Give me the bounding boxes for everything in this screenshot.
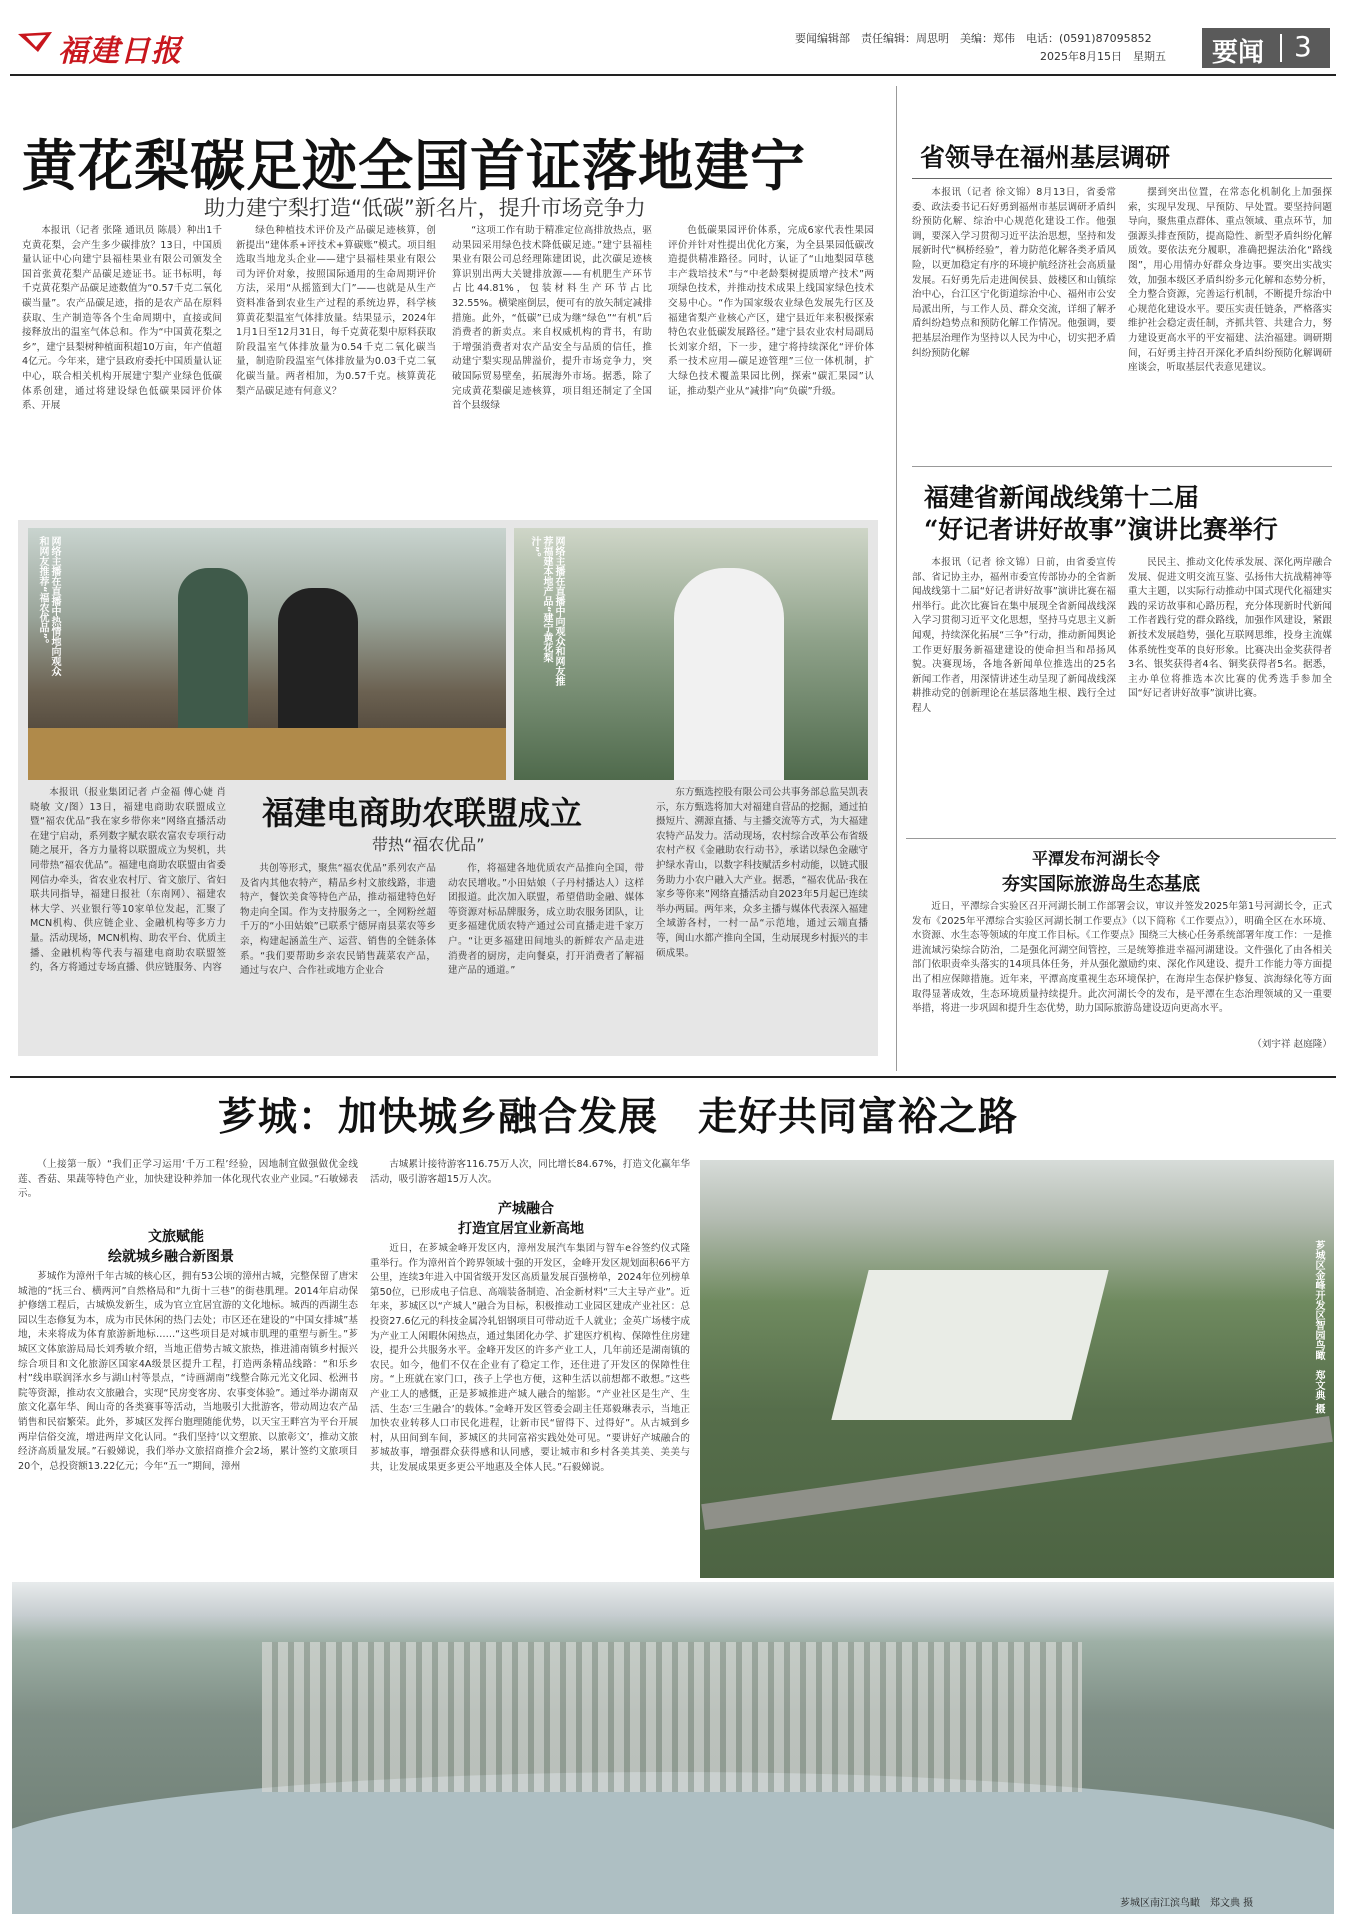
story1-col1-text: 本报讯（记者 张隆 通讯员 陈晨）种出1千克黄花梨，会产生多少碳排放？13日，中国质量认证中心向建宁县福桂果业有限公司颁发全国首张黄花梨产品碳足迹证书。证书标明，每千克黄花梨产品碳足迹数值为“0.57千克二氧化碳当量”。农产品碳足迹，指的是农产品在原料获取、生产制造等各个生命周期中，直接或间接释放出的温室气体总和。作为“中国黄花梨之乡”，建宁县梨树种植面积超10万亩，年产值超4亿元。今年来，建宁县政府委托中国质量认证中心，联合相关机构开展建宁梨产业绿色低碳体系创建，通过将建设绿色低碳果园评价体系、开展 (22, 225, 222, 412)
story6-col1-text: 芗城作为漳州千年古城的核心区，拥有53公顷的漳州古城，完整保留了唐宋城池的“抚三台、横两河”自然格局和“九街十三巷”的街巷肌理。2014年启动保护修缮工程后，古城焕发新生，成为官立宜居宜游的文化地标。城西的西湖生态园以生态修复为本，成为市民休闲的热门去处；市区还在建设的“中国女排城”基地，未来将成为体育旅游新地标……“这些项目是对城市肌理的重塑与新生。”芗城区文体旅游局局长刘秀敏介绍，当地正借势古城文旅热，推进浦南镇乡村振兴综合项目和文化旅游区国家4A级景区提升工程，打造两条精品线路：“和乐乡村”线串联润泽水乡与湖山村等景点，“诗画湖南”线整合陈元光文化园、松洲书院等资源，推动农文旅融合，实现“民房变客房、农事变体验”。通过举办湖南双旅文化嘉年华、闽山奇的各类赛事等活动，当地吸引大批游客，带动周边农产品销售和民宿繁荣。此外，芗城区发挥台胞理随能优势，以天宝王畔宫为平台开展两岸信俗交流，增进两岸文化认同。“我们坚持‘以文塑旅、以旅彰文’，推动文旅经济高质量发展。”石毅娣说，我们举办文旅招商推介会2场，累计签约文旅项目20个，总投资额13.22亿元；今年“五一”期间，漳州 (18, 1271, 358, 1472)
story1-col3-text: “这项工作有助于精准定位高排放热点，驱动果园采用绿色技术降低碳足迹。”建宁县福桂果业有限公司总经理陈建团说，此次碳足迹核算识别出两大关键排放源——有机肥生产环节占比44.81%，包装材料生产环节占比32.55%。横梁座倒层，便可有的放矢制定减排措施。此外，“低碳”已成为继“绿色”“有机”后消费者的新卖点。来自权威机构的背书，有助于增强消费者对农产品安全与品质的信任，推动建宁梨实现品牌溢价，提升市场竞争力，突破国际贸易壁垒，拓展海外市场。据悉，除了完成黄花梨碳足迹核算，项目组还制定了全国首个县级绿 (452, 225, 652, 412)
photo-road (701, 1416, 1332, 1530)
story5-subheadline: 带热“福农优品” (372, 835, 485, 854)
story2-col2 (1128, 186, 1332, 450)
story5-photo-1 (28, 528, 506, 780)
issue-date: 2025年8月15日 星期五 (1040, 50, 1166, 63)
editors-line: 要闻编辑部 责任编辑：周思明 美编：郑伟 电话：(0591)87095852 (795, 32, 1152, 45)
story4-headline-line1: 平潭发布河湖长令 (1032, 849, 1161, 868)
masthead-rule (10, 74, 1336, 76)
story6-lead-text: （上接第一版）“我们正学习运用‘千万工程’经验，因地制宜做强做优金线莲、香菇、果蔬等特色产业，加快建设种养加一体化现代农业产业园。”石敏娣表示。 (18, 1159, 358, 1200)
story6-col2a (370, 1158, 690, 1190)
story2-col1-text: 本报讯（记者 徐文锦）8月13日，省委常委、政法委书记石好勇到福州市基层调研矛盾纠纷预防化解、综治中心规范化建设工作。他强调，要深入学习贯彻习近平法治思想，坚持和发展新时代“枫桥经验”，着力防范化解各类矛盾风险，以更加稳定有序的环境护航经济社会高质量发展。石好勇先后走进闽侯县、鼓楼区和山镇综治中心，台江区宁化街道综治中心、福州市公安局派出所，与工作人员、群众交流，详细了解矛盾纠纷趋势点和预防化解工作情况。他强调，要把基层治理作为坚持以人民为中心，切实把矛盾纠纷预防化解 (912, 187, 1116, 359)
story2-headline: 省领导在福州基层调研 (920, 143, 1171, 172)
story4-body (912, 900, 1332, 1032)
story3-col1 (912, 556, 1116, 832)
photo-river (12, 1772, 1334, 1914)
story5-col3-text: 作，将福建各地优质农产品推向全国，带动农民增收。”小田姑娘（子丹村播达人）这样团报道。此次加入联盟，希望借助金融、媒体等资源对标品牌服务，成立助农服务团队，让更多福建优质农特产通过公司直播走进千家万户。“让更多福建田间地头的新鲜农产品走进消费者的厨房，走向餐桌，打开消费者了解福建产品的通道。” (448, 863, 644, 977)
story6-subhead2-line2: 打造宜居宜业新高地 (458, 1221, 584, 1237)
story3-headline-line1: 福建省新闻战线第十二届 (924, 483, 1200, 512)
story2-col2-text: 摆到突出位置，在常态化机制化上加强探索，实现早发现、早预防、早处置。要坚持问题导向，聚焦重点群体、重点领域、重点环节，加强源头排查预防，提高隐性、新型矛盾纠纷化解质效。要依法充分履职，准确把握法治化“路线图”，用心用情办好群众身边事。要突出实战实效，加强本级区矛盾纠纷多元化解和态势分析，全力整合资源，完善运行机制，不断提升综治中心规范化建设水平。要压实责任链条，严格落实维护社会稳定责任制，齐抓共管、共建合力，努力建设更高水平的平安福建、法治福建。调研期间，石好勇主持召开深化矛盾纠纷预防化解调研座谈会，听取基层代表意见建议。 (1128, 187, 1332, 374)
section-name: 要闻 (1212, 38, 1265, 68)
story1-col1 (22, 224, 222, 514)
story5-photo-1-caption: 网络主播在直播中热情地向观众和网友推荐“福农优品”。 (37, 536, 60, 676)
newspaper-logo-icon (16, 30, 54, 54)
photo-person-3 (674, 568, 784, 780)
story5-photo-2-caption: 网络主播在直播中向观众和网友推荐福建本地产品“建宁黄花梨汁”。 (529, 536, 564, 686)
masthead (0, 0, 1346, 69)
story6-photo-1 (700, 1160, 1334, 1578)
story6-photo-2-caption: 芗城区南江滨鸟瞰 郑文典 摄 (1120, 1898, 1254, 1909)
story6-photo-1-caption: 芗城区金峰开发区智园鸟瞰 郑文典 摄 (1313, 1240, 1324, 1414)
story6-top-rule (10, 1076, 1336, 1078)
story6-subhead1-line1: 文旅赋能 (148, 1229, 204, 1245)
story4-body-text: 近日，平潭综合实验区召开河湖长制工作部署会议，审议并签发2025年第1号河湖长令，正式发布《2025年平潭综合实验区河湖长制工作要点》（以下简称《工作要点》），明确全区在水环境、水资源、水生态等领域的年度工作目标。《工作要点》围绕三大核心任务系统部署年度工作：一是推进流域污染综合防治，二是强化河湖空间管控，三是统筹推进幸福河湖建设。文件强化了由各相关部门依职责牵头落实的14项具体任务，并从强化激励约束、深化作风建设、提升工作能力等方面提出了相应保障措施。近年来，平潭高度重视生态环境保护，在海岸生态保护修复、滨海绿化等方面取得显著成效，生态环境质量持续提升。此次河湖长令的发布，是平潭在生态治理领域的又一重要举措，将进一步巩固和提升生态优势，助力国际旅游岛建设迈向更高水平。 (912, 901, 1332, 1015)
photo-table (28, 728, 506, 780)
story1-col4-text: 色低碳果园评价体系，完成6家代表性果园评价并针对性提出优化方案，为全县果园低碳改造提供精准路径。同时，认证了“山地梨园草毯丰产栽培技术”与“中老龄梨树提质增产技术”两项绿色技术，并推动技术成果上线国家绿色技术交易中心。“作为国家级农业绿色发展先行区及福建省梨产业核心产区，建宁县近年来积极探索特色农业低碳发展路径。”建宁县农业农村局副局长刘家介绍，下一步，建宁将持续深化“评价体系一技术应用—碳足迹管理”三位一体机制，扩大绿色技术覆盖果园比例，探索“碳汇果园”认证，推动梨产业从“减排”向“负碳”升级。 (668, 225, 874, 397)
story3-col2-text: 民民主、推动文化传承发展、深化两岸融合发展、促进文明交流互鉴、弘扬伟大抗战精神等重大主题，以实际行动推动中国式现代化福建实践的采访故事和心路历程，充分体现新时代新闻工作者践行党的群众路线，加强作风建设，紧跟新技术发展趋势，强化互联网思维，投身主流媒体系统性变革的良好形象。比赛决出金奖获得者3名、银奖获得者4名、铜奖获得者5名。据悉，主办单位将推选本次比赛的优秀选手参加全国“好记者讲好故事”演讲比赛。 (1128, 557, 1332, 700)
story6-col2b-text: 近日，在芗城金峰开发区内，漳州发展汽车集团与智车e谷签约仪式隆重举行。作为漳州首个跨界领域十强的开发区，金峰开发区规划面积66平方公里，连续3年进入中国省级开发区高质量发展百强榜单，2024年位列榜单第50位，已形成电子信息、高端装备制造、冶金新材料“三大主导产业”。近年来，芗城区以“产城人”融合为目标，积极推动工业园区建成产业社区：总投资27.6亿元的科技金属冷轧铝钢项目可带动近千人就业；金英广场楼宇成为产业工人闲暇休闲热点，通过集团化办学、扩建医疗机构、保障性住房建设，提升公共服务水平。金峰开发区的许多产业工人，几年前还是湖南镇的农民。如今，他们不仅在企业有了稳定工作，还住进了开发区的保障性住房。“上班就在家门口，孩子上学也方便，这种生活以前想都不敢想。”这些产业工人的感慨，正是芗城推进产城人融合的缩影。“产业社区是生产、生活、生态‘三生融合’的载体。”金峰开发区管委会副主任郑毅琳表示，当地正加快农业转移人口市民化进程，让新市民“留得下、过得好”。从古城到乡村，从田间到车间，芗城区的共同富裕实践处处可见。“要讲好产城融合的芗城故事，增强群众获得感和认同感，要让城市和乡村各美其美、美美与共，让发展成果更多更公平地惠及全体人民。”石毅娣说。 (370, 1243, 690, 1473)
story3-col2 (1128, 556, 1332, 832)
story2-bottom-rule (912, 466, 1332, 467)
story5-headline: 福建电商助农联盟成立 (262, 794, 583, 832)
column-divider (896, 86, 897, 1071)
story4-headline-line2: 夯实国际旅游岛生态基底 (1002, 874, 1200, 895)
story6-col2a-text: 古城累计接待游客116.75万人次，同比增长84.67%，打造文化赢年华活动，吸引游客超15万人次。 (370, 1159, 690, 1185)
story6-subhead2-line1: 产城融合 (498, 1201, 554, 1217)
story6-col1 (18, 1270, 358, 1576)
newspaper-logo-text: 福建日报 (58, 34, 182, 69)
photo-building (831, 1270, 1108, 1420)
story5-col1-text: 本报讯（报业集团记者 卢金福 傅心婕 肖晓敏 文/图）13日，福建电商助农联盟成立暨“福农优品”我在家乡带你来“网络直播活动在建宁启动，系列数字赋农联农富农专项行动随之展开，各方力量将以联盟成立为契机，共同带热“福农优品”。福建电商助农联盟由省委网信办牵头，省农业农村厅、省文旅厅、省妇联共同指导，福建日报社（东南网）、福建农林大学、兴业银行等10家单位发起，汇聚了MCN机构、供应链企业、金融机构等多方力量。活动现场，MCN机构、助农平台、优质主播、金融机构等代表与福建电商助农联盟签约，各方将通过专场直播、供应链服务、内容 (30, 787, 226, 974)
story5-col3 (448, 862, 644, 1050)
story3-headline-line2: “好记者讲好故事”演讲比赛举行 (924, 515, 1278, 544)
story5-col4-text: 东方甄选控股有限公司公共事务部总监吴凯表示，东方甄选将加大对福建自营品的挖掘，通过拍摄短片、溯源直播、与主播交流等方式，为大福建农特产品发力。活动现场，农村综合改革公布省级农村产权《金融助农行动书》，承诺以绿色金融守护绿水青山，以数字科技赋活乡村动能，以链式服务助力小农户融入大产业。据悉，“福农优品·我在家乡等你来”网络直播活动自2023年5月起已连续举办两届。两年来，众多主播与媒体代表深入福建全域游各村，一村一品“示范地，通过云端直播等，闽山水都产推向全国，生动展现乡村振兴的丰硕成果。 (656, 787, 868, 959)
story5-col2-text: 共创等形式，聚焦“福农优品”系列农产品及省内其他农特产，精品乡村文旅线路，非遗特产，餐饮美食等特色产品，推动福建特色好物走向全国。作为支持服务之一，全网粉丝超千万的“小田姑娘”已联系宁德屏南县菜农等乡亲，构建起涵盖生产、运营、销售的全链条体系。“我们要帮助乡亲农民销售蔬菜农产品，通过与农户、合作社或地方企业合 (240, 863, 436, 977)
story4-byline: （刘宇祥 赵庭隆） (1252, 1039, 1332, 1050)
story5-col2 (240, 862, 436, 1050)
story5-photo-2 (514, 528, 868, 780)
story3-col1-text: 本报讯（记者 徐文锦）日前，由省委宣传部、省记协主办，福州市委宣传部协办的全省新闻战线第十二届“好记者讲好故事”演讲比赛在福州举行。此次比赛旨在集中展现全省新闻战线深入学习贯彻习近平文化思想，坚持马克思主义新闻观，持续深化拓展“三争”行动，推动新闻舆论工作更好服务新福建建设的使命担当和昂扬风貌。决赛现场，各地各新闻单位推选出的25名新闻工作者，用深情讲述生动呈现了新闻战线深耕推动党的创新理论在基层落地生根、践行全过程人 (912, 557, 1116, 714)
section-tab (1202, 28, 1330, 68)
story1-col2-text: 绿色种植技术评价及产品碳足迹核算，创新提出“建体系+评技术+算碳账”模式。项目组选取当地龙头企业——建宁县福桂果业有限公司为评价对象，按照国际通用的生命周期评价方法，采用“从摇篮到大门”——也就是从生产资料准备到农业生产过程的系统边界，科学核算黄花梨温室气体排放量。结果显示，2024年1月1日至12月31日，每千克黄花梨中原料获取阶段温室气体排放量为0.54千克二氧化碳当量，制造阶段温室气体排放量为0.03千克二氧化碳当量。两者相加，为0.57千克。核算黄花梨产品碳足迹有何意义？ (236, 225, 436, 397)
story5-col4 (656, 786, 868, 1048)
story6-subhead1-line2: 绘就城乡融合新图景 (108, 1249, 234, 1265)
story6-headline: 芗城：加快城乡融合发展 走好共同富裕之路 (218, 1094, 1019, 1140)
story6-col2b (370, 1242, 690, 1576)
story1-col2 (236, 224, 436, 514)
photo-city (262, 1642, 1082, 1792)
story1-headline: 黄花梨碳足迹全国首证落地建宁 (22, 133, 807, 198)
story6-photo-2 (12, 1582, 1334, 1914)
story2-rule (912, 178, 1332, 179)
story2-col1 (912, 186, 1116, 450)
story1-col3 (452, 224, 652, 514)
story1-subheadline: 助力建宁梨打造“低碳”新名片，提升市场竞争力 (204, 196, 646, 220)
story6-lead (18, 1158, 358, 1218)
section-divider (1280, 34, 1282, 62)
story5-col1 (30, 786, 226, 1048)
page-number: 3 (1294, 30, 1312, 63)
story1-col4 (668, 224, 874, 514)
